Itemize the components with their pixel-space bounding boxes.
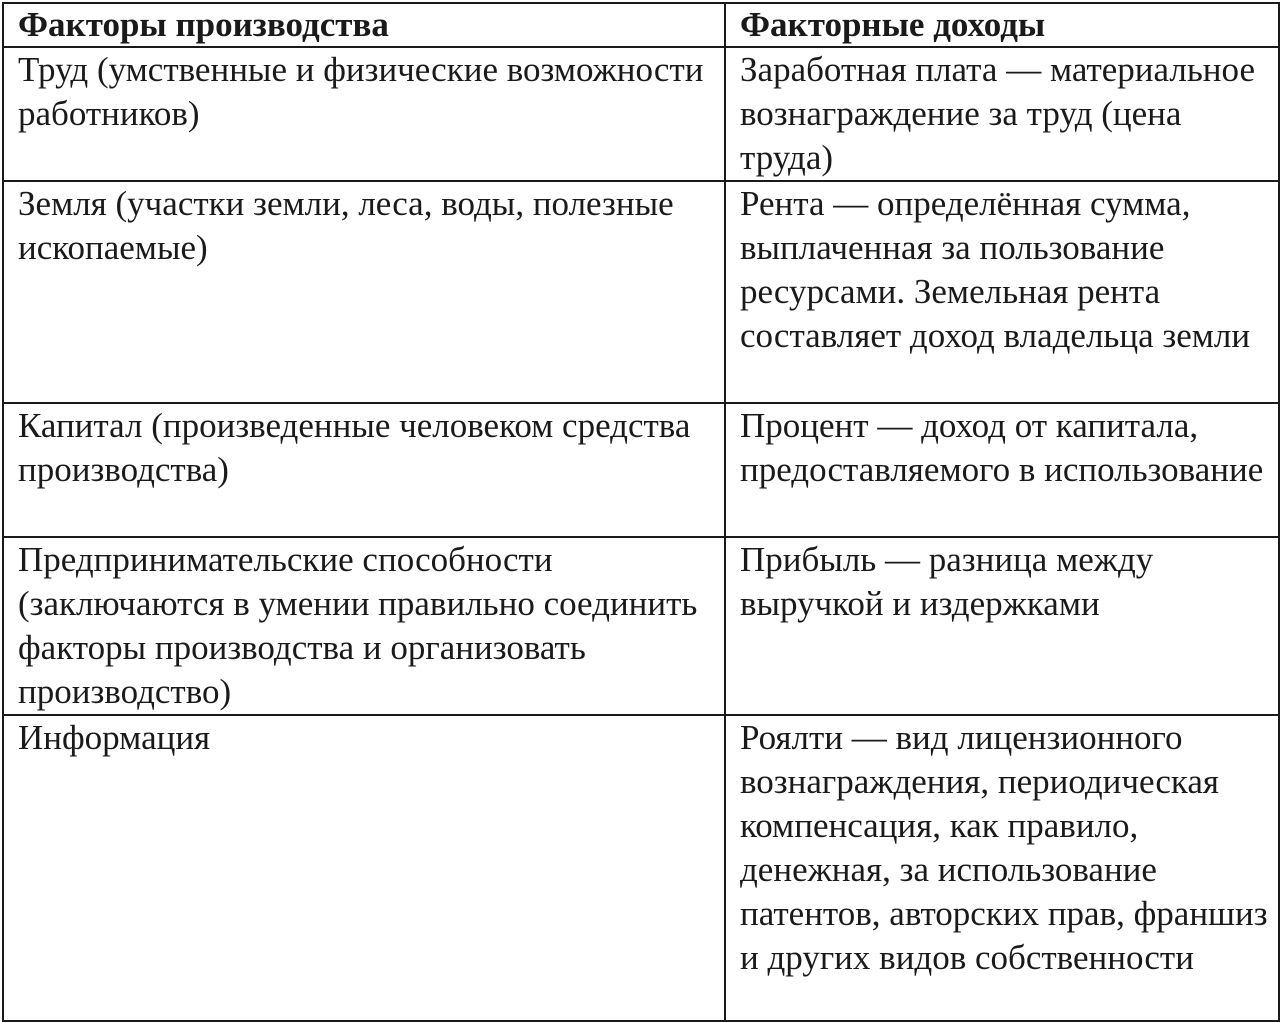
table-body [3,47,1279,1021]
cell-factor-land: Земля (участки земли, леса, воды, полезные ископаемые) [3,181,725,403]
cell-factor-information: Информация [3,715,725,1021]
cell-income-profit: Прибыль — разница между выручкой и издержками [725,537,1279,715]
cell-factor-capital: Капитал (произведенные человеком средства производства) [3,403,725,537]
table-row [3,47,1279,181]
cell-income-rent: Рента — определённая сумма, выплаченная за пользование ресурсами. Земельная рента составляет доход владельца земли [725,181,1279,403]
table-header [3,3,1279,47]
cell-income-royalty: Роялти — вид лицензионного вознаграждения, периодическая компенсация, как правило, денежная, за использование патентов, авторских прав, франшиз и других видов собственности [725,715,1279,1021]
cell-factor-labor: Труд (умственные и физические возможности работников) [3,47,725,181]
table-row [3,403,1279,537]
table-row [3,715,1279,1021]
factors-income-table [2,2,1280,1022]
cell-factor-entrepreneurship: Предпринимательские способности (заключаются в умении правильно соединить факторы производства и организовать производство) [3,537,725,715]
header-row [3,3,1279,47]
table-row [3,181,1279,403]
cell-income-interest: Процент — доход от капитала, предоставляемого в использование [725,403,1279,537]
header-factor-incomes: Факторные доходы [725,3,1279,47]
table-row [3,537,1279,715]
header-factors-of-production: Факторы производства [3,3,725,47]
cell-income-wages: Заработная плата — материальное вознаграждение за труд (цена труда) [725,47,1279,181]
